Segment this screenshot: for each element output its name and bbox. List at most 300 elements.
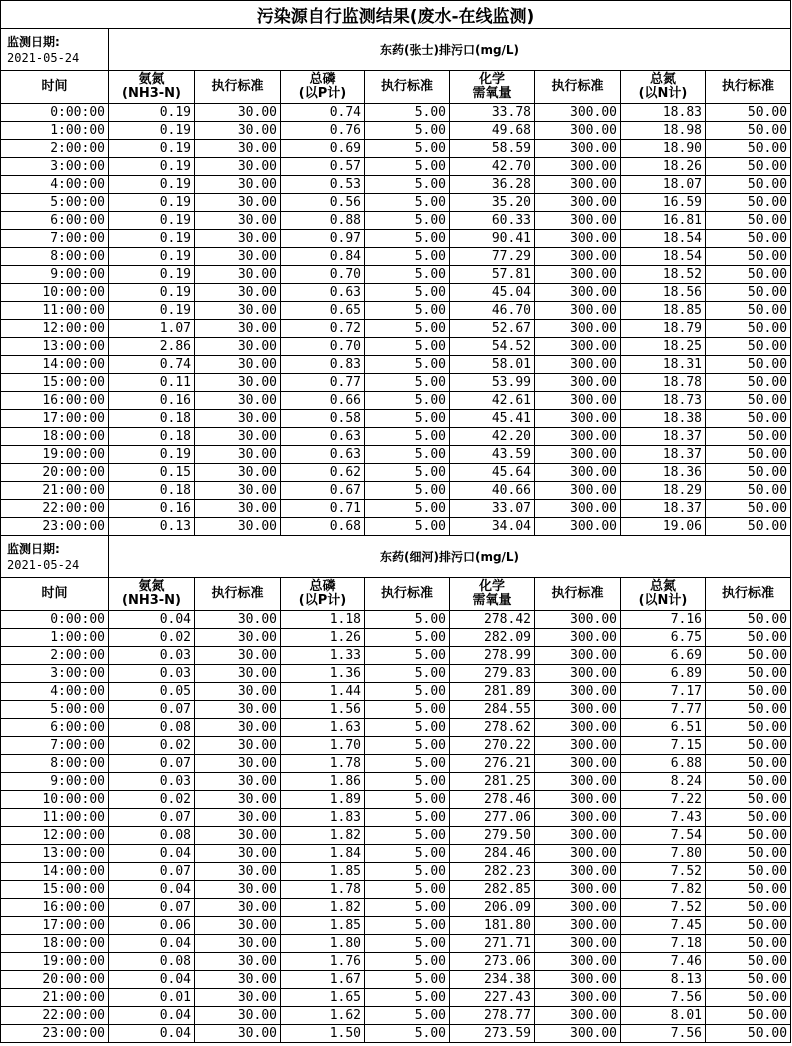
col-header-phosphorus-unit: (以P计) bbox=[298, 593, 347, 608]
cod-value: 277.06 bbox=[450, 809, 535, 827]
phosphorus-standard: 5.00 bbox=[365, 176, 450, 194]
ammonia-value: 0.11 bbox=[109, 374, 195, 392]
ammonia-value: 0.04 bbox=[109, 1025, 195, 1043]
ammonia-value: 0.01 bbox=[109, 989, 195, 1007]
nitrogen-standard: 50.00 bbox=[706, 428, 791, 446]
phosphorus-value: 0.83 bbox=[281, 356, 365, 374]
phosphorus-value: 0.53 bbox=[281, 176, 365, 194]
ammonia-value: 0.19 bbox=[109, 104, 195, 122]
column-header-row bbox=[1, 578, 791, 611]
phosphorus-standard: 5.00 bbox=[365, 989, 450, 1007]
cod-standard: 300.00 bbox=[535, 989, 621, 1007]
ammonia-standard: 30.00 bbox=[195, 194, 281, 212]
cod-value: 43.59 bbox=[450, 446, 535, 464]
cod-standard: 300.00 bbox=[535, 953, 621, 971]
section-header-row bbox=[1, 29, 791, 71]
cod-value: 273.59 bbox=[450, 1025, 535, 1043]
phosphorus-value: 1.18 bbox=[281, 611, 365, 629]
nitrogen-standard: 50.00 bbox=[706, 611, 791, 629]
nitrogen-value: 18.79 bbox=[621, 320, 706, 338]
cod-value: 276.21 bbox=[450, 755, 535, 773]
column-header bbox=[195, 578, 281, 611]
time-cell: 20:00:00 bbox=[1, 464, 109, 482]
column-header bbox=[706, 71, 791, 104]
col-header-standard: 执行标准 bbox=[380, 79, 433, 94]
cod-value: 40.66 bbox=[450, 482, 535, 500]
ammonia-value: 0.19 bbox=[109, 158, 195, 176]
nitrogen-value: 18.54 bbox=[621, 230, 706, 248]
nitrogen-value: 18.52 bbox=[621, 266, 706, 284]
ammonia-standard: 30.00 bbox=[195, 1025, 281, 1043]
nitrogen-value: 18.56 bbox=[621, 284, 706, 302]
cod-standard: 300.00 bbox=[535, 482, 621, 500]
nitrogen-standard: 50.00 bbox=[706, 194, 791, 212]
nitrogen-value: 7.80 bbox=[621, 845, 706, 863]
cod-standard: 300.00 bbox=[535, 212, 621, 230]
nitrogen-value: 18.37 bbox=[621, 500, 706, 518]
phosphorus-value: 0.67 bbox=[281, 482, 365, 500]
col-header-cod: 化学 bbox=[478, 72, 505, 87]
column-header bbox=[281, 71, 365, 104]
table-row bbox=[1, 953, 791, 971]
ammonia-value: 0.18 bbox=[109, 410, 195, 428]
cod-standard: 300.00 bbox=[535, 701, 621, 719]
nitrogen-value: 6.75 bbox=[621, 629, 706, 647]
cod-standard: 300.00 bbox=[535, 230, 621, 248]
ammonia-standard: 30.00 bbox=[195, 464, 281, 482]
nitrogen-value: 18.36 bbox=[621, 464, 706, 482]
nitrogen-value: 7.22 bbox=[621, 791, 706, 809]
nitrogen-standard: 50.00 bbox=[706, 719, 791, 737]
time-cell: 10:00:00 bbox=[1, 284, 109, 302]
phosphorus-standard: 5.00 bbox=[365, 194, 450, 212]
nitrogen-value: 18.73 bbox=[621, 392, 706, 410]
column-header bbox=[365, 578, 450, 611]
ammonia-standard: 30.00 bbox=[195, 482, 281, 500]
cod-value: 234.38 bbox=[450, 971, 535, 989]
table-row bbox=[1, 158, 791, 176]
ammonia-value: 0.07 bbox=[109, 899, 195, 917]
ammonia-standard: 30.00 bbox=[195, 719, 281, 737]
ammonia-value: 0.03 bbox=[109, 647, 195, 665]
nitrogen-value: 7.54 bbox=[621, 827, 706, 845]
cod-value: 181.80 bbox=[450, 917, 535, 935]
phosphorus-value: 1.89 bbox=[281, 791, 365, 809]
table-row bbox=[1, 320, 791, 338]
cod-standard: 300.00 bbox=[535, 827, 621, 845]
phosphorus-standard: 5.00 bbox=[365, 248, 450, 266]
col-header-cod-line2: 需氧量 bbox=[472, 86, 512, 101]
phosphorus-standard: 5.00 bbox=[365, 158, 450, 176]
phosphorus-standard: 5.00 bbox=[365, 104, 450, 122]
cod-value: 90.41 bbox=[450, 230, 535, 248]
nitrogen-value: 18.37 bbox=[621, 446, 706, 464]
col-header-time: 时间 bbox=[41, 586, 68, 601]
col-header-standard: 执行标准 bbox=[380, 586, 433, 601]
phosphorus-value: 0.63 bbox=[281, 428, 365, 446]
table-row bbox=[1, 284, 791, 302]
column-header bbox=[281, 578, 365, 611]
phosphorus-value: 1.84 bbox=[281, 845, 365, 863]
nitrogen-standard: 50.00 bbox=[706, 248, 791, 266]
time-cell: 19:00:00 bbox=[1, 953, 109, 971]
table-row bbox=[1, 194, 791, 212]
nitrogen-standard: 50.00 bbox=[706, 935, 791, 953]
ammonia-value: 0.04 bbox=[109, 1007, 195, 1025]
time-cell: 18:00:00 bbox=[1, 935, 109, 953]
phosphorus-standard: 5.00 bbox=[365, 446, 450, 464]
cod-standard: 300.00 bbox=[535, 719, 621, 737]
time-cell: 21:00:00 bbox=[1, 989, 109, 1007]
time-cell: 17:00:00 bbox=[1, 917, 109, 935]
nitrogen-standard: 50.00 bbox=[706, 356, 791, 374]
cod-standard: 300.00 bbox=[535, 248, 621, 266]
nitrogen-standard: 50.00 bbox=[706, 500, 791, 518]
col-header-ammonia: 氨氮 bbox=[138, 72, 165, 87]
phosphorus-value: 1.76 bbox=[281, 953, 365, 971]
nitrogen-standard: 50.00 bbox=[706, 320, 791, 338]
nitrogen-value: 7.52 bbox=[621, 899, 706, 917]
table-row bbox=[1, 266, 791, 284]
ammonia-standard: 30.00 bbox=[195, 428, 281, 446]
time-cell: 19:00:00 bbox=[1, 446, 109, 464]
nitrogen-standard: 50.00 bbox=[706, 647, 791, 665]
nitrogen-value: 18.83 bbox=[621, 104, 706, 122]
cod-standard: 300.00 bbox=[535, 284, 621, 302]
table-row bbox=[1, 518, 791, 536]
nitrogen-standard: 50.00 bbox=[706, 140, 791, 158]
phosphorus-value: 1.82 bbox=[281, 827, 365, 845]
nitrogen-standard: 50.00 bbox=[706, 176, 791, 194]
cod-value: 281.25 bbox=[450, 773, 535, 791]
table-row bbox=[1, 827, 791, 845]
ammonia-standard: 30.00 bbox=[195, 629, 281, 647]
table-row bbox=[1, 611, 791, 629]
ammonia-value: 0.16 bbox=[109, 500, 195, 518]
ammonia-standard: 30.00 bbox=[195, 176, 281, 194]
ammonia-value: 0.04 bbox=[109, 611, 195, 629]
time-cell: 20:00:00 bbox=[1, 971, 109, 989]
ammonia-standard: 30.00 bbox=[195, 953, 281, 971]
phosphorus-value: 0.63 bbox=[281, 284, 365, 302]
phosphorus-standard: 5.00 bbox=[365, 230, 450, 248]
phosphorus-standard: 5.00 bbox=[365, 629, 450, 647]
phosphorus-standard: 5.00 bbox=[365, 320, 450, 338]
nitrogen-value: 6.89 bbox=[621, 665, 706, 683]
ammonia-value: 0.18 bbox=[109, 428, 195, 446]
phosphorus-value: 1.26 bbox=[281, 629, 365, 647]
cod-value: 281.89 bbox=[450, 683, 535, 701]
col-header-standard: 执行标准 bbox=[551, 586, 604, 601]
ammonia-value: 0.19 bbox=[109, 212, 195, 230]
monitoring-date-label: 监测日期: bbox=[7, 541, 60, 556]
time-cell: 23:00:00 bbox=[1, 1025, 109, 1043]
cod-standard: 300.00 bbox=[535, 140, 621, 158]
nitrogen-value: 18.37 bbox=[621, 428, 706, 446]
cod-value: 42.70 bbox=[450, 158, 535, 176]
ammonia-standard: 30.00 bbox=[195, 845, 281, 863]
cod-standard: 300.00 bbox=[535, 302, 621, 320]
cod-value: 52.67 bbox=[450, 320, 535, 338]
ammonia-standard: 30.00 bbox=[195, 1007, 281, 1025]
nitrogen-standard: 50.00 bbox=[706, 863, 791, 881]
cod-value: 270.22 bbox=[450, 737, 535, 755]
table-row bbox=[1, 737, 791, 755]
nitrogen-standard: 50.00 bbox=[706, 755, 791, 773]
ammonia-value: 0.07 bbox=[109, 701, 195, 719]
table-row bbox=[1, 104, 791, 122]
phosphorus-value: 0.77 bbox=[281, 374, 365, 392]
cod-value: 284.55 bbox=[450, 701, 535, 719]
time-cell: 10:00:00 bbox=[1, 791, 109, 809]
table-row bbox=[1, 500, 791, 518]
time-cell: 14:00:00 bbox=[1, 863, 109, 881]
ammonia-value: 0.04 bbox=[109, 881, 195, 899]
cod-value: 278.99 bbox=[450, 647, 535, 665]
ammonia-value: 0.19 bbox=[109, 248, 195, 266]
phosphorus-standard: 5.00 bbox=[365, 755, 450, 773]
phosphorus-standard: 5.00 bbox=[365, 1007, 450, 1025]
nitrogen-standard: 50.00 bbox=[706, 392, 791, 410]
phosphorus-standard: 5.00 bbox=[365, 737, 450, 755]
nitrogen-standard: 50.00 bbox=[706, 518, 791, 536]
column-header bbox=[450, 578, 535, 611]
phosphorus-value: 1.78 bbox=[281, 755, 365, 773]
cod-value: 282.23 bbox=[450, 863, 535, 881]
ammonia-standard: 30.00 bbox=[195, 122, 281, 140]
nitrogen-value: 8.01 bbox=[621, 1007, 706, 1025]
cod-standard: 300.00 bbox=[535, 647, 621, 665]
cod-value: 278.42 bbox=[450, 611, 535, 629]
nitrogen-standard: 50.00 bbox=[706, 953, 791, 971]
col-header-cod: 化学 bbox=[478, 579, 505, 594]
table-row bbox=[1, 773, 791, 791]
time-cell: 1:00:00 bbox=[1, 629, 109, 647]
nitrogen-value: 18.07 bbox=[621, 176, 706, 194]
cod-value: 54.52 bbox=[450, 338, 535, 356]
time-cell: 9:00:00 bbox=[1, 266, 109, 284]
cod-standard: 300.00 bbox=[535, 899, 621, 917]
ammonia-standard: 30.00 bbox=[195, 302, 281, 320]
outlet-name: 东药(细河)排污口(mg/L) bbox=[109, 536, 791, 578]
ammonia-standard: 30.00 bbox=[195, 158, 281, 176]
phosphorus-value: 1.67 bbox=[281, 971, 365, 989]
time-cell: 4:00:00 bbox=[1, 176, 109, 194]
time-cell: 6:00:00 bbox=[1, 212, 109, 230]
phosphorus-standard: 5.00 bbox=[365, 518, 450, 536]
cod-standard: 300.00 bbox=[535, 737, 621, 755]
phosphorus-standard: 5.00 bbox=[365, 428, 450, 446]
ammonia-standard: 30.00 bbox=[195, 611, 281, 629]
nitrogen-standard: 50.00 bbox=[706, 899, 791, 917]
phosphorus-value: 0.69 bbox=[281, 140, 365, 158]
table-row bbox=[1, 989, 791, 1007]
phosphorus-standard: 5.00 bbox=[365, 266, 450, 284]
nitrogen-value: 18.98 bbox=[621, 122, 706, 140]
ammonia-value: 0.19 bbox=[109, 194, 195, 212]
nitrogen-value: 7.52 bbox=[621, 863, 706, 881]
phosphorus-value: 1.50 bbox=[281, 1025, 365, 1043]
table-row bbox=[1, 881, 791, 899]
time-cell: 2:00:00 bbox=[1, 647, 109, 665]
phosphorus-standard: 5.00 bbox=[365, 284, 450, 302]
ammonia-standard: 30.00 bbox=[195, 791, 281, 809]
ammonia-value: 0.19 bbox=[109, 140, 195, 158]
cod-standard: 300.00 bbox=[535, 194, 621, 212]
table-row bbox=[1, 899, 791, 917]
nitrogen-standard: 50.00 bbox=[706, 683, 791, 701]
col-header-standard: 执行标准 bbox=[722, 586, 775, 601]
cod-standard: 300.00 bbox=[535, 446, 621, 464]
ammonia-standard: 30.00 bbox=[195, 320, 281, 338]
table-row bbox=[1, 719, 791, 737]
nitrogen-standard: 50.00 bbox=[706, 338, 791, 356]
cod-value: 278.62 bbox=[450, 719, 535, 737]
nitrogen-standard: 50.00 bbox=[706, 284, 791, 302]
cod-standard: 300.00 bbox=[535, 338, 621, 356]
table-row bbox=[1, 392, 791, 410]
table-row bbox=[1, 935, 791, 953]
ammonia-standard: 30.00 bbox=[195, 809, 281, 827]
nitrogen-value: 7.43 bbox=[621, 809, 706, 827]
nitrogen-standard: 50.00 bbox=[706, 989, 791, 1007]
column-header bbox=[621, 578, 706, 611]
table-row bbox=[1, 212, 791, 230]
nitrogen-standard: 50.00 bbox=[706, 665, 791, 683]
cod-value: 33.78 bbox=[450, 104, 535, 122]
cod-standard: 300.00 bbox=[535, 845, 621, 863]
nitrogen-standard: 50.00 bbox=[706, 212, 791, 230]
cod-standard: 300.00 bbox=[535, 755, 621, 773]
nitrogen-value: 7.16 bbox=[621, 611, 706, 629]
phosphorus-value: 1.85 bbox=[281, 917, 365, 935]
time-cell: 7:00:00 bbox=[1, 230, 109, 248]
ammonia-value: 0.19 bbox=[109, 266, 195, 284]
nitrogen-standard: 50.00 bbox=[706, 374, 791, 392]
ammonia-value: 0.07 bbox=[109, 755, 195, 773]
ammonia-standard: 30.00 bbox=[195, 410, 281, 428]
phosphorus-value: 1.83 bbox=[281, 809, 365, 827]
cod-value: 278.46 bbox=[450, 791, 535, 809]
nitrogen-standard: 50.00 bbox=[706, 1007, 791, 1025]
ammonia-value: 0.19 bbox=[109, 284, 195, 302]
table-row bbox=[1, 428, 791, 446]
time-cell: 22:00:00 bbox=[1, 1007, 109, 1025]
cod-standard: 300.00 bbox=[535, 791, 621, 809]
phosphorus-value: 1.86 bbox=[281, 773, 365, 791]
section-header-row bbox=[1, 536, 791, 578]
col-header-ammonia: 氨氮 bbox=[138, 579, 165, 594]
cod-value: 271.71 bbox=[450, 935, 535, 953]
phosphorus-standard: 5.00 bbox=[365, 971, 450, 989]
time-cell: 5:00:00 bbox=[1, 194, 109, 212]
nitrogen-standard: 50.00 bbox=[706, 104, 791, 122]
nitrogen-value: 18.78 bbox=[621, 374, 706, 392]
nitrogen-standard: 50.00 bbox=[706, 773, 791, 791]
time-cell: 11:00:00 bbox=[1, 302, 109, 320]
ammonia-standard: 30.00 bbox=[195, 284, 281, 302]
nitrogen-standard: 50.00 bbox=[706, 971, 791, 989]
ammonia-value: 0.16 bbox=[109, 392, 195, 410]
table-row bbox=[1, 809, 791, 827]
phosphorus-standard: 5.00 bbox=[365, 719, 450, 737]
phosphorus-value: 1.70 bbox=[281, 737, 365, 755]
phosphorus-value: 1.78 bbox=[281, 881, 365, 899]
phosphorus-standard: 5.00 bbox=[365, 773, 450, 791]
cod-standard: 300.00 bbox=[535, 500, 621, 518]
nitrogen-standard: 50.00 bbox=[706, 1025, 791, 1043]
phosphorus-standard: 5.00 bbox=[365, 356, 450, 374]
ammonia-standard: 30.00 bbox=[195, 356, 281, 374]
time-cell: 15:00:00 bbox=[1, 374, 109, 392]
cod-standard: 300.00 bbox=[535, 683, 621, 701]
cod-value: 42.61 bbox=[450, 392, 535, 410]
time-cell: 0:00:00 bbox=[1, 104, 109, 122]
phosphorus-value: 0.68 bbox=[281, 518, 365, 536]
time-cell: 12:00:00 bbox=[1, 320, 109, 338]
cod-value: 282.09 bbox=[450, 629, 535, 647]
ammonia-value: 0.08 bbox=[109, 827, 195, 845]
cod-standard: 300.00 bbox=[535, 917, 621, 935]
cod-standard: 300.00 bbox=[535, 881, 621, 899]
ammonia-value: 2.86 bbox=[109, 338, 195, 356]
cod-value: 58.59 bbox=[450, 140, 535, 158]
cod-value: 284.46 bbox=[450, 845, 535, 863]
phosphorus-standard: 5.00 bbox=[365, 953, 450, 971]
phosphorus-standard: 5.00 bbox=[365, 500, 450, 518]
column-header bbox=[706, 578, 791, 611]
table-row bbox=[1, 845, 791, 863]
phosphorus-standard: 5.00 bbox=[365, 683, 450, 701]
nitrogen-standard: 50.00 bbox=[706, 917, 791, 935]
nitrogen-standard: 50.00 bbox=[706, 122, 791, 140]
table-row bbox=[1, 356, 791, 374]
time-cell: 4:00:00 bbox=[1, 683, 109, 701]
cod-value: 273.06 bbox=[450, 953, 535, 971]
outlet-name: 东药(张士)排污口(mg/L) bbox=[109, 29, 791, 71]
cod-standard: 300.00 bbox=[535, 518, 621, 536]
ammonia-standard: 30.00 bbox=[195, 971, 281, 989]
column-header bbox=[1, 578, 109, 611]
time-cell: 9:00:00 bbox=[1, 773, 109, 791]
phosphorus-value: 0.71 bbox=[281, 500, 365, 518]
phosphorus-standard: 5.00 bbox=[365, 827, 450, 845]
table-row bbox=[1, 446, 791, 464]
monitoring-date-value: 2021-05-24 bbox=[7, 50, 80, 65]
phosphorus-value: 1.33 bbox=[281, 647, 365, 665]
ammonia-standard: 30.00 bbox=[195, 881, 281, 899]
nitrogen-standard: 50.00 bbox=[706, 629, 791, 647]
nitrogen-value: 18.31 bbox=[621, 356, 706, 374]
ammonia-standard: 30.00 bbox=[195, 500, 281, 518]
nitrogen-value: 6.69 bbox=[621, 647, 706, 665]
ammonia-value: 0.04 bbox=[109, 971, 195, 989]
ammonia-standard: 30.00 bbox=[195, 230, 281, 248]
table-row bbox=[1, 482, 791, 500]
nitrogen-value: 7.45 bbox=[621, 917, 706, 935]
nitrogen-value: 16.81 bbox=[621, 212, 706, 230]
cod-value: 278.77 bbox=[450, 1007, 535, 1025]
col-header-nitrogen-unit: (以N计) bbox=[638, 86, 688, 101]
phosphorus-value: 0.88 bbox=[281, 212, 365, 230]
ammonia-value: 0.06 bbox=[109, 917, 195, 935]
nitrogen-standard: 50.00 bbox=[706, 809, 791, 827]
time-cell: 2:00:00 bbox=[1, 140, 109, 158]
ammonia-value: 0.18 bbox=[109, 482, 195, 500]
time-cell: 14:00:00 bbox=[1, 356, 109, 374]
table-row bbox=[1, 374, 791, 392]
phosphorus-standard: 5.00 bbox=[365, 665, 450, 683]
